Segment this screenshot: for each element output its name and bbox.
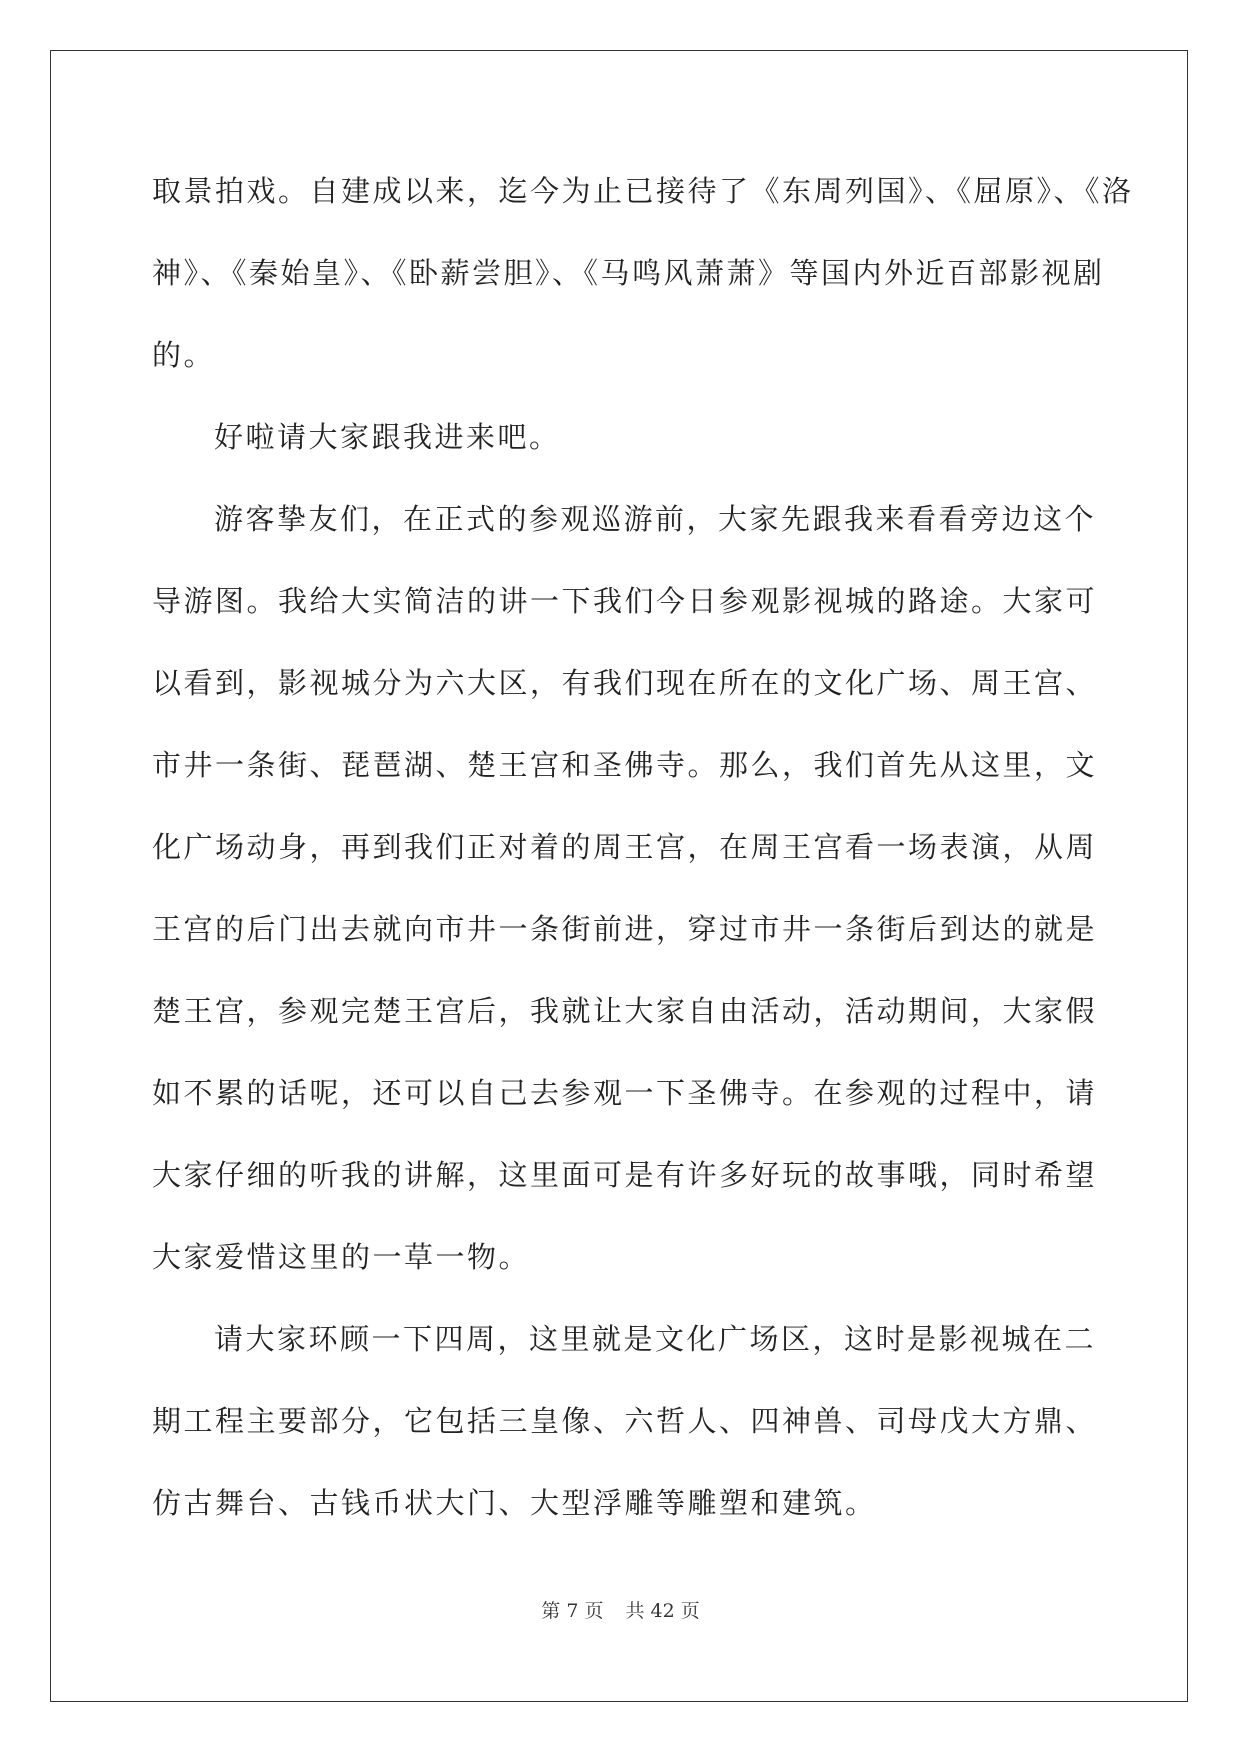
text-line: 神》、《秦始皇》、《卧薪尝胆》、《马鸣风萧萧》等国内外近百部影视剧: [152, 256, 1105, 290]
text-line: 的。: [152, 338, 216, 372]
page-footer: [0, 1596, 1241, 1623]
text-line: 取景拍戏。自建成以来，迄今为止已接待了《东周列国》、《屈原》、《洛: [152, 174, 1134, 208]
document-body: [152, 163, 1134, 1557]
page-number: 第 7 页: [541, 1600, 604, 1622]
text-line: 以看到，影视城分为六大区，有我们现在所在的文化广场、周王宫、: [152, 666, 1098, 700]
text-line: 游客挚友们，在正式的参观巡游前，大家先跟我来看看旁边这个: [214, 502, 1097, 536]
text-line: 市井一条街、琵琶湖、楚王宫和圣佛寺。那么，我们首先从这里，文: [152, 748, 1098, 782]
text-line: 请大家环顾一下四周，这里就是文化广场区，这时是影视城在二: [214, 1322, 1097, 1356]
text-line: 期工程主要部分，它包括三皇像、六哲人、四神兽、司母戊大方鼎、: [152, 1404, 1098, 1438]
text-line: 仿古舞台、古钱币状大门、大型浮雕等雕塑和建筑。: [152, 1486, 877, 1520]
text-line: 王宫的后门出去就向市井一条街前进，穿过市井一条街后到达的就是: [152, 912, 1098, 946]
text-line: 大家爱惜这里的一草一物。: [152, 1240, 531, 1274]
page-total: 共 42 页: [625, 1600, 700, 1622]
text-line: 如不累的话呢，还可以自己去参观一下圣佛寺。在参观的过程中，请: [152, 1076, 1098, 1110]
text-line: 大家仔细的听我的讲解，这里面可是有许多好玩的故事哦，同时希望: [152, 1158, 1098, 1192]
text-line: 楚王宫，参观完楚王宫后，我就让大家自由活动，活动期间，大家假: [152, 994, 1098, 1028]
text-line: 化广场动身，再到我们正对着的周王宫，在周王宫看一场表演，从周: [152, 830, 1098, 864]
text-line: 好啦请大家跟我进来吧。: [214, 420, 561, 454]
text-line: 导游图。我给大实简洁的讲一下我们今日参观影视城的路途。大家可: [152, 584, 1098, 618]
